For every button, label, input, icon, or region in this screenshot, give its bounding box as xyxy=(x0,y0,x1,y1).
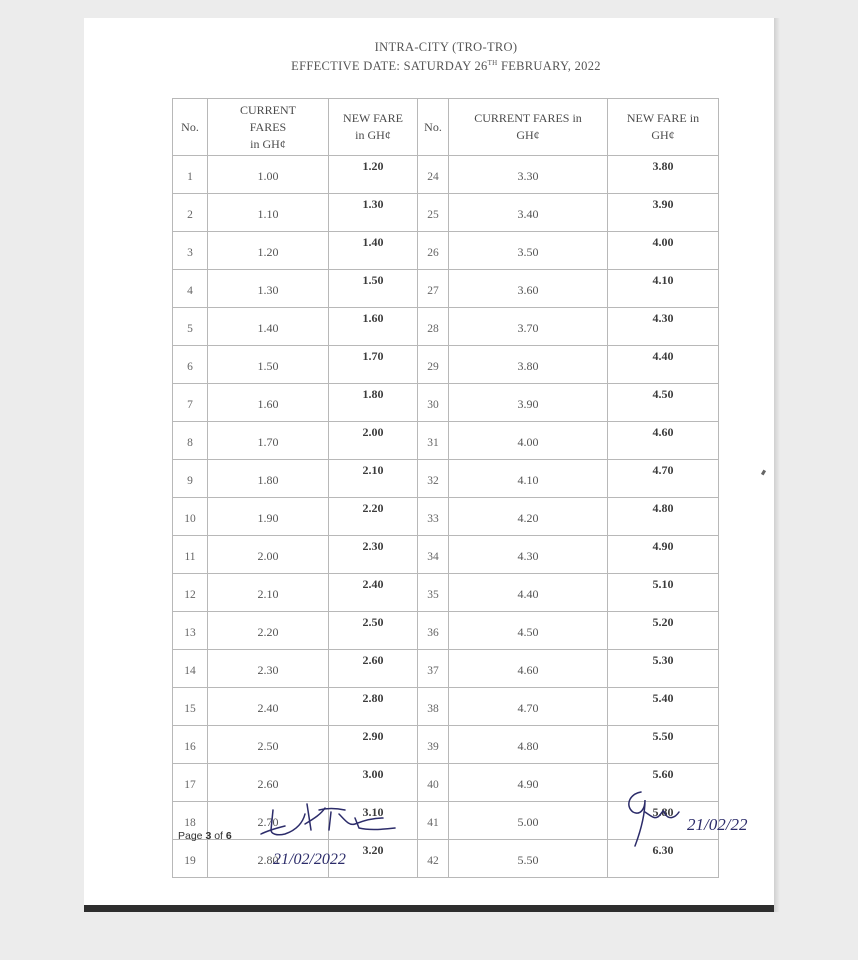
new-fare: 5.60 xyxy=(608,764,719,802)
row-number: 4 xyxy=(173,270,208,308)
new-fare: 4.50 xyxy=(608,384,719,422)
new-fare: 2.60 xyxy=(329,650,418,688)
new-fare: 6.30 xyxy=(608,840,719,878)
new-fare: 1.60 xyxy=(329,308,418,346)
document-header xyxy=(160,38,732,76)
row-number: 24 xyxy=(418,156,449,194)
left-signature xyxy=(255,800,415,875)
row-number: 36 xyxy=(418,612,449,650)
new-fare: 2.50 xyxy=(329,612,418,650)
current-fare: 3.50 xyxy=(449,232,608,270)
new-fare: 4.60 xyxy=(608,422,719,460)
document-title: INTRA-CITY (TRO-TRO) xyxy=(374,40,518,54)
new-fare: 2.30 xyxy=(329,536,418,574)
header-new-right-line1: NEW FARE in xyxy=(626,111,700,125)
page-number-prefix: Page xyxy=(178,830,206,842)
fare-row xyxy=(173,460,719,498)
new-fare: 1.50 xyxy=(329,270,418,308)
header-new-left-line1: NEW FARE xyxy=(343,111,403,125)
current-fare: 1.10 xyxy=(208,194,329,232)
row-number: 1 xyxy=(173,156,208,194)
new-fare: 4.30 xyxy=(608,308,719,346)
row-number: 25 xyxy=(418,194,449,232)
fare-row xyxy=(173,270,719,308)
effective-date-suffix: FEBRUARY, 2022 xyxy=(497,59,601,73)
new-fare: 5.50 xyxy=(608,726,719,764)
page-number-total: 6 xyxy=(225,830,232,842)
header-current-right xyxy=(449,99,608,156)
row-number: 29 xyxy=(418,346,449,384)
current-fare: 1.90 xyxy=(208,498,329,536)
row-number: 16 xyxy=(173,726,208,764)
fare-row xyxy=(173,346,719,384)
row-number: 7 xyxy=(173,384,208,422)
current-fare: 3.40 xyxy=(449,194,608,232)
header-current-left-line2: FARES xyxy=(249,119,287,134)
new-fare: 3.00 xyxy=(329,764,418,802)
current-fare: 5.50 xyxy=(449,840,608,878)
new-fare: 1.80 xyxy=(329,384,418,422)
new-fare: 1.70 xyxy=(329,346,418,384)
current-fare: 1.30 xyxy=(208,270,329,308)
fare-table-body xyxy=(173,156,719,878)
fare-table-header xyxy=(173,99,719,156)
fare-row xyxy=(173,156,719,194)
new-fare: 4.10 xyxy=(608,270,719,308)
current-fare: 4.70 xyxy=(449,688,608,726)
row-number: 37 xyxy=(418,650,449,688)
row-number: 28 xyxy=(418,308,449,346)
page-number xyxy=(178,830,232,842)
new-fare: 2.40 xyxy=(329,574,418,612)
new-fare: 4.00 xyxy=(608,232,719,270)
current-fare: 2.50 xyxy=(208,726,329,764)
fare-row xyxy=(173,536,719,574)
current-fare: 4.90 xyxy=(449,764,608,802)
new-fare: 5.80 xyxy=(608,802,719,840)
row-number: 6 xyxy=(173,346,208,384)
page-number-current: 3 xyxy=(205,830,212,842)
svg-text:21/02/2022: 21/02/2022 xyxy=(273,851,346,868)
row-number: 38 xyxy=(418,688,449,726)
row-number: 30 xyxy=(418,384,449,422)
current-fare: 2.20 xyxy=(208,612,329,650)
row-number: 41 xyxy=(418,802,449,840)
fare-row xyxy=(173,422,719,460)
page-bottom-edge xyxy=(84,905,774,912)
new-fare: 1.20 xyxy=(329,156,418,194)
current-fare: 3.70 xyxy=(449,308,608,346)
effective-date-sup: TH xyxy=(487,58,498,67)
new-fare: 5.10 xyxy=(608,574,719,612)
row-number: 10 xyxy=(173,498,208,536)
new-fare: 4.40 xyxy=(608,346,719,384)
row-number: 14 xyxy=(173,650,208,688)
header-new-left-line2: in GH¢ xyxy=(355,128,391,142)
page-shadow xyxy=(774,18,780,912)
fare-row xyxy=(173,498,719,536)
fare-row xyxy=(173,688,719,726)
row-number: 26 xyxy=(418,232,449,270)
current-fare: 2.30 xyxy=(208,650,329,688)
row-number: 27 xyxy=(418,270,449,308)
row-number: 9 xyxy=(173,460,208,498)
fare-row xyxy=(173,612,719,650)
new-fare: 4.80 xyxy=(608,498,719,536)
current-fare: 4.10 xyxy=(449,460,608,498)
current-fare: 4.00 xyxy=(449,422,608,460)
row-number: 42 xyxy=(418,840,449,878)
current-fare: 2.40 xyxy=(208,688,329,726)
current-fare: 1.50 xyxy=(208,346,329,384)
new-fare: 2.20 xyxy=(329,498,418,536)
fare-row xyxy=(173,232,719,270)
row-number: 31 xyxy=(418,422,449,460)
effective-date xyxy=(160,57,732,76)
new-fare: 3.10 xyxy=(329,802,418,840)
new-fare: 2.10 xyxy=(329,460,418,498)
current-fare: 1.80 xyxy=(208,460,329,498)
header-new-right-line2: GH¢ xyxy=(651,128,675,142)
current-fare: 4.20 xyxy=(449,498,608,536)
current-fare: 1.20 xyxy=(208,232,329,270)
row-number: 34 xyxy=(418,536,449,574)
header-new-left xyxy=(329,99,418,156)
new-fare: 5.20 xyxy=(608,612,719,650)
row-number: 3 xyxy=(173,232,208,270)
new-fare: 2.90 xyxy=(329,726,418,764)
fare-table xyxy=(172,98,719,878)
row-number: 12 xyxy=(173,574,208,612)
row-number: 13 xyxy=(173,612,208,650)
row-number: 40 xyxy=(418,764,449,802)
row-number: 2 xyxy=(173,194,208,232)
current-fare: 1.40 xyxy=(208,308,329,346)
current-fare: 2.00 xyxy=(208,536,329,574)
new-fare: 3.90 xyxy=(608,194,719,232)
current-fare: 2.80 xyxy=(208,840,329,878)
row-number: 17 xyxy=(173,764,208,802)
current-fare: 3.80 xyxy=(449,346,608,384)
current-fare: 2.10 xyxy=(208,574,329,612)
row-number: 11 xyxy=(173,536,208,574)
effective-date-prefix: EFFECTIVE DATE: SATURDAY 26 xyxy=(291,59,488,73)
header-current-right-line2: GH¢ xyxy=(516,128,540,142)
new-fare: 3.80 xyxy=(608,156,719,194)
current-fare: 1.70 xyxy=(208,422,329,460)
header-current-right-line1: CURRENT FARES in xyxy=(474,111,582,125)
fare-row xyxy=(173,574,719,612)
new-fare: 4.70 xyxy=(608,460,719,498)
row-number: 35 xyxy=(418,574,449,612)
header-current-left xyxy=(208,99,329,156)
fare-row xyxy=(173,308,719,346)
row-number: 32 xyxy=(418,460,449,498)
new-fare: 4.90 xyxy=(608,536,719,574)
row-number: 33 xyxy=(418,498,449,536)
new-fare: 3.20 xyxy=(329,840,418,878)
current-fare: 2.60 xyxy=(208,764,329,802)
new-fare: 2.00 xyxy=(329,422,418,460)
current-fare: 2.70 xyxy=(208,802,329,840)
page-number-mid: of xyxy=(211,830,226,842)
row-number: 5 xyxy=(173,308,208,346)
current-fare: 4.50 xyxy=(449,612,608,650)
header-no-right: No. xyxy=(418,99,449,156)
current-fare: 4.60 xyxy=(449,650,608,688)
fare-row xyxy=(173,384,719,422)
current-fare: 4.80 xyxy=(449,726,608,764)
new-fare: 1.30 xyxy=(329,194,418,232)
row-number: 18 xyxy=(173,802,208,840)
current-fare: 1.60 xyxy=(208,384,329,422)
current-fare: 4.30 xyxy=(449,536,608,574)
new-fare: 1.40 xyxy=(329,232,418,270)
new-fare: 5.30 xyxy=(608,650,719,688)
row-number: 15 xyxy=(173,688,208,726)
header-no-left: No. xyxy=(173,99,208,156)
fare-row xyxy=(173,650,719,688)
svg-text:21/02/22: 21/02/22 xyxy=(687,815,748,834)
current-fare: 3.60 xyxy=(449,270,608,308)
header-new-right xyxy=(608,99,719,156)
right-signature xyxy=(615,786,785,856)
header-current-left-line3: in GH¢ xyxy=(250,136,286,151)
header-current-left-line1: CURRENT xyxy=(239,102,296,117)
fare-row xyxy=(173,726,719,764)
row-number: 19 xyxy=(173,840,208,878)
row-number: 8 xyxy=(173,422,208,460)
fare-row xyxy=(173,194,719,232)
current-fare: 3.90 xyxy=(449,384,608,422)
current-fare: 5.00 xyxy=(449,802,608,840)
current-fare: 4.40 xyxy=(449,574,608,612)
new-fare: 5.40 xyxy=(608,688,719,726)
current-fare: 1.00 xyxy=(208,156,329,194)
current-fare: 3.30 xyxy=(449,156,608,194)
row-number: 39 xyxy=(418,726,449,764)
new-fare: 2.80 xyxy=(329,688,418,726)
